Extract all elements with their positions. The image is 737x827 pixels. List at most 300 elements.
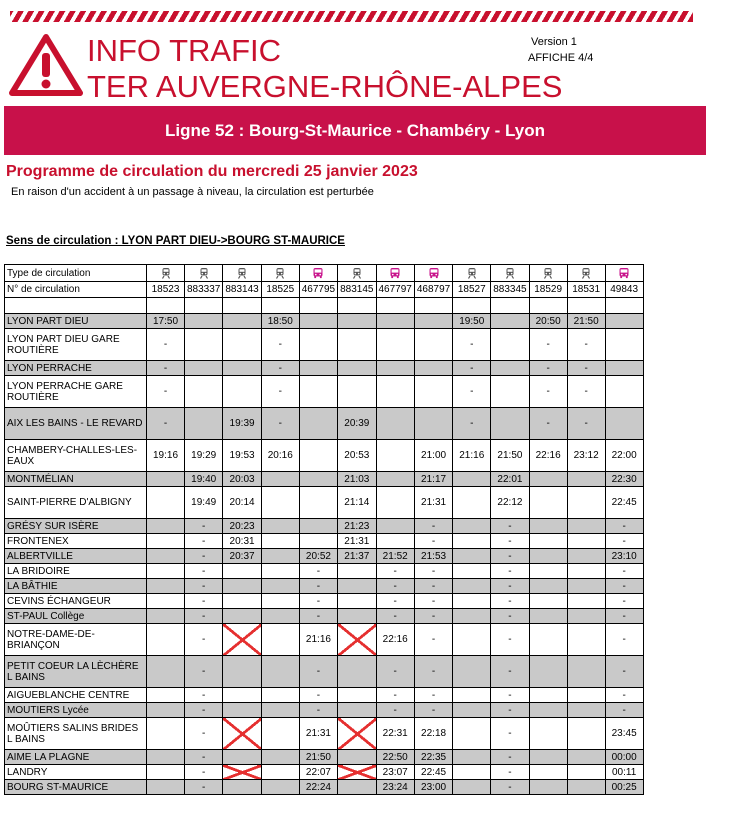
time-cell: - bbox=[414, 609, 452, 624]
cancelled-cell bbox=[338, 780, 376, 795]
time-cell: 22:12 bbox=[491, 487, 529, 519]
station-row bbox=[5, 329, 644, 361]
time-cell bbox=[491, 329, 529, 361]
time-cell bbox=[529, 534, 567, 549]
station-name: LA BÂTHIE bbox=[5, 579, 147, 594]
station-name: LYON PERRACHE GARE ROUTIÈRE bbox=[5, 376, 147, 408]
time-cell bbox=[567, 703, 605, 718]
time-cell: - bbox=[185, 780, 223, 795]
time-cell: 22:24 bbox=[299, 780, 337, 795]
time-cell bbox=[605, 314, 643, 329]
time-cell bbox=[453, 718, 491, 750]
time-cell: - bbox=[185, 656, 223, 688]
time-cell bbox=[376, 440, 414, 472]
empty-cell bbox=[491, 298, 529, 314]
time-cell bbox=[338, 594, 376, 609]
empty-cell bbox=[376, 298, 414, 314]
time-cell bbox=[261, 780, 299, 795]
type-row bbox=[5, 265, 644, 282]
empty-cell bbox=[147, 298, 185, 314]
time-cell bbox=[567, 750, 605, 765]
train-type-cell bbox=[453, 265, 491, 282]
time-cell: - bbox=[605, 519, 643, 534]
time-cell: 19:29 bbox=[185, 440, 223, 472]
time-cell: - bbox=[376, 703, 414, 718]
time-cell bbox=[529, 703, 567, 718]
train-type-cell bbox=[338, 265, 376, 282]
time-cell: 23:00 bbox=[414, 780, 452, 795]
time-cell: - bbox=[491, 579, 529, 594]
time-cell bbox=[491, 376, 529, 408]
time-cell: 22:01 bbox=[491, 472, 529, 487]
time-cell bbox=[376, 519, 414, 534]
time-cell: 22:00 bbox=[605, 440, 643, 472]
time-cell: - bbox=[185, 564, 223, 579]
time-cell bbox=[147, 703, 185, 718]
time-cell bbox=[147, 656, 185, 688]
time-cell: - bbox=[491, 549, 529, 564]
station-name: MONTMÉLIAN bbox=[5, 472, 147, 487]
timetable bbox=[4, 264, 644, 795]
station-row bbox=[5, 534, 644, 549]
time-cell bbox=[185, 376, 223, 408]
time-cell: - bbox=[299, 609, 337, 624]
train-icon bbox=[542, 267, 554, 279]
time-cell: - bbox=[491, 534, 529, 549]
train-type-cell bbox=[261, 265, 299, 282]
time-cell bbox=[376, 329, 414, 361]
time-cell bbox=[529, 472, 567, 487]
station-row bbox=[5, 656, 644, 688]
train-number: 18525 bbox=[261, 282, 299, 298]
time-cell bbox=[261, 624, 299, 656]
time-cell bbox=[567, 534, 605, 549]
time-cell: - bbox=[491, 594, 529, 609]
time-cell bbox=[453, 688, 491, 703]
time-cell bbox=[223, 376, 261, 408]
time-cell bbox=[147, 594, 185, 609]
time-cell bbox=[453, 534, 491, 549]
time-cell bbox=[299, 534, 337, 549]
time-cell: - bbox=[299, 594, 337, 609]
time-cell: - bbox=[453, 361, 491, 376]
empty-cell bbox=[414, 298, 452, 314]
train-icon bbox=[198, 267, 210, 279]
page-title-info-trafic: INFO TRAFIC bbox=[87, 33, 282, 68]
time-cell bbox=[567, 487, 605, 519]
time-cell: - bbox=[299, 656, 337, 688]
time-cell bbox=[261, 519, 299, 534]
time-cell: - bbox=[453, 376, 491, 408]
time-cell: 21:52 bbox=[376, 549, 414, 564]
time-cell bbox=[223, 688, 261, 703]
time-cell: - bbox=[185, 718, 223, 750]
train-number: 883145 bbox=[338, 282, 376, 298]
time-cell bbox=[453, 609, 491, 624]
time-cell: - bbox=[414, 703, 452, 718]
time-cell: - bbox=[147, 361, 185, 376]
station-row bbox=[5, 750, 644, 765]
time-cell bbox=[261, 487, 299, 519]
station-row bbox=[5, 549, 644, 564]
empty-cell bbox=[338, 298, 376, 314]
time-cell: - bbox=[261, 361, 299, 376]
time-cell bbox=[491, 408, 529, 440]
time-cell bbox=[261, 579, 299, 594]
station-row bbox=[5, 314, 644, 329]
time-cell bbox=[567, 624, 605, 656]
time-cell bbox=[185, 408, 223, 440]
time-cell: 22:30 bbox=[605, 472, 643, 487]
station-row bbox=[5, 718, 644, 750]
time-cell bbox=[261, 750, 299, 765]
time-cell bbox=[338, 703, 376, 718]
time-cell: - bbox=[605, 656, 643, 688]
time-cell: - bbox=[185, 609, 223, 624]
time-cell: - bbox=[376, 656, 414, 688]
time-cell bbox=[453, 750, 491, 765]
time-cell: 19:40 bbox=[185, 472, 223, 487]
time-cell bbox=[147, 487, 185, 519]
time-cell: 23:07 bbox=[376, 765, 414, 780]
train-number: 883345 bbox=[491, 282, 529, 298]
time-cell: - bbox=[491, 750, 529, 765]
time-cell bbox=[223, 703, 261, 718]
time-cell: - bbox=[299, 564, 337, 579]
version-label: Version 1 bbox=[531, 36, 577, 48]
line-banner bbox=[4, 106, 706, 155]
time-cell bbox=[567, 594, 605, 609]
time-cell bbox=[223, 564, 261, 579]
time-cell: - bbox=[299, 688, 337, 703]
empty-cell bbox=[567, 298, 605, 314]
time-cell: - bbox=[414, 594, 452, 609]
time-cell: 21:03 bbox=[338, 472, 376, 487]
time-cell: 22:07 bbox=[299, 765, 337, 780]
empty-cell bbox=[453, 298, 491, 314]
station-name: MOÛTIERS SALINS BRIDES L BAINS bbox=[5, 718, 147, 750]
train-icon bbox=[580, 267, 592, 279]
time-cell bbox=[605, 329, 643, 361]
station-row bbox=[5, 609, 644, 624]
time-cell bbox=[185, 329, 223, 361]
time-cell bbox=[338, 314, 376, 329]
time-cell bbox=[261, 656, 299, 688]
time-cell: - bbox=[185, 594, 223, 609]
time-cell: 22:18 bbox=[414, 718, 452, 750]
time-cell bbox=[338, 688, 376, 703]
time-cell: - bbox=[491, 564, 529, 579]
time-cell bbox=[261, 549, 299, 564]
time-cell: 22:16 bbox=[529, 440, 567, 472]
empty-cell bbox=[299, 298, 337, 314]
warning-icon bbox=[9, 33, 83, 97]
time-cell: - bbox=[567, 329, 605, 361]
time-cell: - bbox=[376, 609, 414, 624]
time-cell: 21:53 bbox=[414, 549, 452, 564]
station-name: ST-PAUL Collège bbox=[5, 609, 147, 624]
time-cell: 20:39 bbox=[338, 408, 376, 440]
time-cell: 21:31 bbox=[414, 487, 452, 519]
time-cell: - bbox=[605, 688, 643, 703]
time-cell bbox=[605, 361, 643, 376]
time-cell: - bbox=[414, 564, 452, 579]
cancelled-cell bbox=[223, 750, 261, 765]
time-cell bbox=[491, 361, 529, 376]
time-cell bbox=[453, 549, 491, 564]
time-cell bbox=[147, 519, 185, 534]
time-cell bbox=[147, 765, 185, 780]
time-cell: - bbox=[605, 624, 643, 656]
time-cell bbox=[147, 718, 185, 750]
time-cell: - bbox=[376, 594, 414, 609]
time-cell bbox=[223, 594, 261, 609]
time-cell: 17:50 bbox=[147, 314, 185, 329]
time-cell: - bbox=[491, 718, 529, 750]
time-cell: 21:50 bbox=[491, 440, 529, 472]
time-cell: - bbox=[414, 534, 452, 549]
station-row bbox=[5, 780, 644, 795]
station-row bbox=[5, 765, 644, 780]
time-cell: 19:39 bbox=[223, 408, 261, 440]
train-number: 467795 bbox=[299, 282, 337, 298]
time-cell bbox=[261, 765, 299, 780]
time-cell bbox=[529, 624, 567, 656]
empty-cell bbox=[5, 298, 147, 314]
train-type-cell bbox=[491, 265, 529, 282]
train-icon bbox=[466, 267, 478, 279]
time-cell bbox=[453, 579, 491, 594]
time-cell bbox=[567, 564, 605, 579]
time-cell bbox=[453, 765, 491, 780]
time-cell bbox=[567, 765, 605, 780]
time-cell bbox=[147, 780, 185, 795]
station-name: PETIT COEUR LA LÈCHÈRE L BAINS bbox=[5, 656, 147, 688]
station-row bbox=[5, 376, 644, 408]
station-row bbox=[5, 487, 644, 519]
station-name: LYON PERRACHE bbox=[5, 361, 147, 376]
time-cell bbox=[299, 487, 337, 519]
bus-type-cell bbox=[376, 265, 414, 282]
time-cell: 00:00 bbox=[605, 750, 643, 765]
time-cell bbox=[376, 314, 414, 329]
time-cell bbox=[223, 329, 261, 361]
time-cell: - bbox=[414, 656, 452, 688]
time-cell bbox=[261, 472, 299, 487]
time-cell: - bbox=[453, 408, 491, 440]
time-cell: - bbox=[185, 750, 223, 765]
cancelled-cell bbox=[223, 624, 261, 656]
time-cell bbox=[529, 609, 567, 624]
time-cell bbox=[414, 361, 452, 376]
time-cell bbox=[338, 609, 376, 624]
time-cell bbox=[567, 656, 605, 688]
number-row bbox=[5, 282, 644, 298]
time-cell bbox=[567, 472, 605, 487]
time-cell: 22:50 bbox=[376, 750, 414, 765]
time-cell: 21:23 bbox=[338, 519, 376, 534]
time-cell bbox=[299, 376, 337, 408]
station-name: LYON PART DIEU bbox=[5, 314, 147, 329]
time-cell: 20:16 bbox=[261, 440, 299, 472]
time-cell bbox=[147, 688, 185, 703]
time-cell: - bbox=[529, 361, 567, 376]
cancelled-cell bbox=[223, 780, 261, 795]
time-cell bbox=[299, 519, 337, 534]
station-row bbox=[5, 472, 644, 487]
empty-cell bbox=[605, 298, 643, 314]
decorative-stripes bbox=[10, 11, 693, 22]
time-cell: - bbox=[529, 376, 567, 408]
time-cell: - bbox=[147, 408, 185, 440]
time-cell bbox=[453, 703, 491, 718]
train-type-cell bbox=[185, 265, 223, 282]
time-cell bbox=[147, 549, 185, 564]
time-cell bbox=[261, 534, 299, 549]
time-cell bbox=[376, 534, 414, 549]
time-cell bbox=[491, 314, 529, 329]
time-cell bbox=[567, 780, 605, 795]
time-cell bbox=[567, 519, 605, 534]
time-cell bbox=[529, 765, 567, 780]
time-cell bbox=[414, 329, 452, 361]
time-cell bbox=[376, 361, 414, 376]
time-cell bbox=[223, 609, 261, 624]
time-cell bbox=[147, 750, 185, 765]
time-cell: 22:31 bbox=[376, 718, 414, 750]
time-cell: - bbox=[376, 688, 414, 703]
time-cell: 21:50 bbox=[567, 314, 605, 329]
time-cell bbox=[529, 750, 567, 765]
time-cell bbox=[147, 624, 185, 656]
time-cell: 20:50 bbox=[529, 314, 567, 329]
time-cell: 21:16 bbox=[453, 440, 491, 472]
time-cell bbox=[453, 594, 491, 609]
time-cell: 23:45 bbox=[605, 718, 643, 750]
train-number: 18527 bbox=[453, 282, 491, 298]
time-cell bbox=[567, 579, 605, 594]
time-cell: - bbox=[261, 329, 299, 361]
time-cell bbox=[147, 564, 185, 579]
time-cell bbox=[414, 408, 452, 440]
station-name: FRONTENEX bbox=[5, 534, 147, 549]
time-cell: - bbox=[185, 549, 223, 564]
time-cell bbox=[453, 624, 491, 656]
cancelled-cell bbox=[223, 765, 261, 780]
cancelled-cell bbox=[338, 718, 376, 750]
time-cell: 21:14 bbox=[338, 487, 376, 519]
time-cell bbox=[529, 564, 567, 579]
train-type-cell bbox=[223, 265, 261, 282]
time-cell bbox=[376, 376, 414, 408]
time-cell: - bbox=[414, 624, 452, 656]
station-name: GRÉSY SUR ISÈRE bbox=[5, 519, 147, 534]
empty-cell bbox=[223, 298, 261, 314]
time-cell bbox=[605, 408, 643, 440]
station-name: LANDRY bbox=[5, 765, 147, 780]
station-name: AIGUEBLANCHE CENTRE bbox=[5, 688, 147, 703]
time-cell bbox=[261, 594, 299, 609]
cancelled-cell bbox=[338, 765, 376, 780]
time-cell: - bbox=[414, 688, 452, 703]
train-icon bbox=[504, 267, 516, 279]
time-cell: - bbox=[185, 703, 223, 718]
time-cell: - bbox=[605, 609, 643, 624]
time-cell bbox=[261, 718, 299, 750]
direction-label: Sens de circulation : LYON PART DIEU->BOURG ST-MAURICE bbox=[6, 235, 345, 247]
train-number: 467797 bbox=[376, 282, 414, 298]
station-name: AIX LES BAINS - LE REVARD bbox=[5, 408, 147, 440]
time-cell: - bbox=[147, 329, 185, 361]
station-row bbox=[5, 594, 644, 609]
time-cell bbox=[529, 579, 567, 594]
time-cell bbox=[338, 564, 376, 579]
time-cell bbox=[299, 472, 337, 487]
affiche-label: AFFICHE 4/4 bbox=[528, 52, 594, 64]
station-row bbox=[5, 519, 644, 534]
time-cell: - bbox=[299, 579, 337, 594]
time-cell: - bbox=[261, 408, 299, 440]
line-title: Ligne 52 : Bourg-St-Maurice - Chambéry - Lyon bbox=[164, 120, 546, 140]
time-cell: 23:24 bbox=[376, 780, 414, 795]
time-cell bbox=[453, 472, 491, 487]
time-cell bbox=[529, 487, 567, 519]
station-name: AIME LA PLAGNE bbox=[5, 750, 147, 765]
time-cell bbox=[223, 656, 261, 688]
empty-cell bbox=[529, 298, 567, 314]
time-cell: 19:53 bbox=[223, 440, 261, 472]
time-cell bbox=[376, 408, 414, 440]
time-cell: - bbox=[491, 519, 529, 534]
train-type-cell bbox=[147, 265, 185, 282]
bus-type-cell bbox=[299, 265, 337, 282]
time-cell: 18:50 bbox=[261, 314, 299, 329]
time-cell: - bbox=[491, 609, 529, 624]
time-cell bbox=[529, 549, 567, 564]
time-cell: 21:37 bbox=[338, 549, 376, 564]
time-cell: - bbox=[567, 408, 605, 440]
time-cell bbox=[147, 609, 185, 624]
station-name: LA BRIDOIRE bbox=[5, 564, 147, 579]
time-cell: - bbox=[491, 780, 529, 795]
bus-icon bbox=[618, 267, 630, 279]
time-cell: 20:14 bbox=[223, 487, 261, 519]
time-cell: - bbox=[185, 765, 223, 780]
time-cell: 20:53 bbox=[338, 440, 376, 472]
time-cell: 23:12 bbox=[567, 440, 605, 472]
train-number: 49843 bbox=[605, 282, 643, 298]
time-cell: - bbox=[299, 703, 337, 718]
train-icon bbox=[160, 267, 172, 279]
time-cell bbox=[338, 579, 376, 594]
empty-cell bbox=[185, 298, 223, 314]
number-header: N° de circulation bbox=[5, 282, 147, 298]
time-cell: 20:52 bbox=[299, 549, 337, 564]
station-name: MOUTIERS Lycée bbox=[5, 703, 147, 718]
time-cell bbox=[453, 519, 491, 534]
station-name: NOTRE-DAME-DE-BRIANÇON bbox=[5, 624, 147, 656]
cancelled-cell bbox=[338, 750, 376, 765]
page-title-region: TER AUVERGNE-RHÔNE-ALPES bbox=[87, 69, 563, 104]
time-cell bbox=[338, 376, 376, 408]
time-cell bbox=[299, 329, 337, 361]
bus-icon bbox=[428, 267, 440, 279]
bus-icon bbox=[389, 267, 401, 279]
time-cell: - bbox=[185, 519, 223, 534]
train-icon bbox=[274, 267, 286, 279]
bus-type-cell bbox=[414, 265, 452, 282]
station-name: CHAMBERY-CHALLES-LES-EAUX bbox=[5, 440, 147, 472]
